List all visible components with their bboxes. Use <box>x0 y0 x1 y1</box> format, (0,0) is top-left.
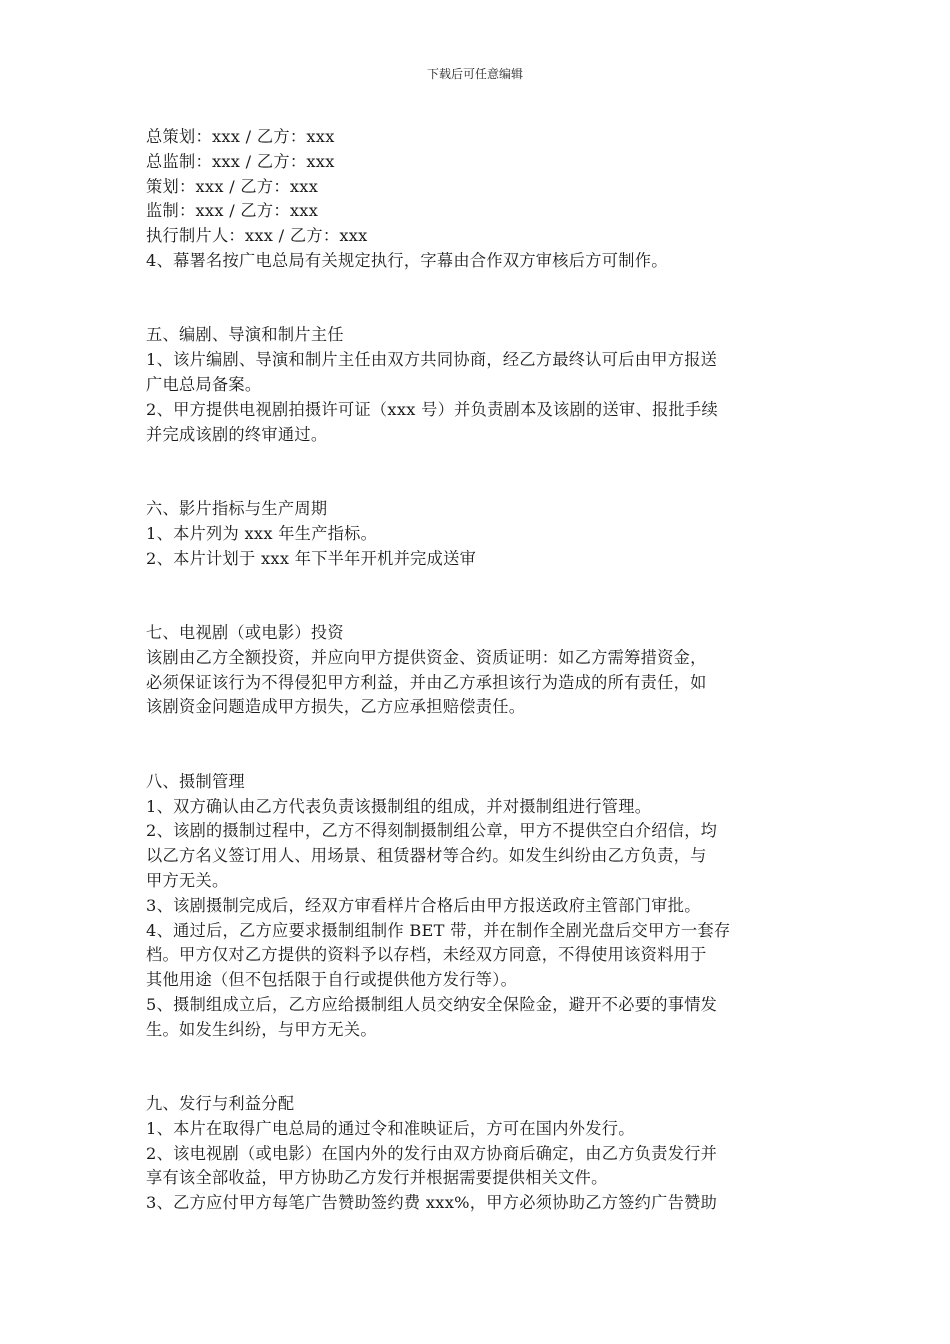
section-line: 3、乙方应付甲方每笔广告赞助签约费 xxx%，甲方必须协助乙方签约广告赞助 <box>146 1193 718 1213</box>
section-investment <box>146 621 806 720</box>
section-heading: 五、编剧、导演和制片主任 <box>146 325 344 345</box>
section-line: 3、该剧摄制完成后，经双方审看样片合格后由甲方报送政府主管部门审批。 <box>146 895 701 915</box>
section-line: 并完成该剧的终审通过。 <box>146 424 328 444</box>
section-line: 该剧由乙方全额投资，并应向甲方提供资金、资质证明：如乙方需筹措资金， <box>146 647 707 667</box>
section-line: 4、通过后，乙方应要求摄制组制作 BET 带，并在制作全剧光盘后交甲方一套存 <box>146 920 731 940</box>
credit-line: 策划：xxx / 乙方：xxx <box>146 176 319 196</box>
page-header-note: 下载后可任意编辑 <box>426 67 523 81</box>
credit-line: 执行制片人：xxx / 乙方：xxx <box>146 226 368 246</box>
section-distribution <box>146 1092 806 1216</box>
section-heading: 八、摄制管理 <box>146 771 245 791</box>
section-line: 生。如发生纠纷，与甲方无关。 <box>146 1019 377 1039</box>
section-line: 5、摄制组成立后，乙方应给摄制组人员交纳安全保险金，避开不必要的事情发 <box>146 994 718 1014</box>
section-line: 必须保证该行为不得侵犯甲方利益，并由乙方承担该行为造成的所有责任，如 <box>146 672 707 692</box>
credit-clause: 4、幕署名按广电总局有关规定执行，字幕由合作双方审核后方可制作。 <box>146 250 668 270</box>
section-line: 享有该全部收益，甲方协助乙方发行并根据需要提供相关文件。 <box>146 1168 608 1188</box>
credit-line: 监制：xxx / 乙方：xxx <box>146 201 319 221</box>
section-line: 档。甲方仅对乙方提供的资料予以存档，未经双方同意，不得使用该资料用于 <box>146 945 707 965</box>
section-line: 甲方无关。 <box>146 870 229 890</box>
section-line: 2、本片计划于 xxx 年下半年开机并完成送审 <box>146 548 477 568</box>
section-heading: 六、影片指标与生产周期 <box>146 498 328 518</box>
credit-line: 总监制：xxx / 乙方：xxx <box>146 151 335 171</box>
section-line: 该剧资金问题造成甲方损失，乙方应承担赔偿责任。 <box>146 697 526 717</box>
credits-block <box>146 125 806 274</box>
section-line: 广电总局备案。 <box>146 374 262 394</box>
section-heading: 七、电视剧（或电影）投资 <box>146 622 344 642</box>
section-production-management <box>146 770 806 1043</box>
section-line: 1、本片在取得广电总局的通过令和准映证后，方可在国内外发行。 <box>146 1118 635 1138</box>
section-production-cycle <box>146 497 806 571</box>
document-body <box>146 125 806 1216</box>
section-line: 1、本片列为 xxx 年生产指标。 <box>146 523 378 543</box>
credit-line: 总策划：xxx / 乙方：xxx <box>146 127 335 146</box>
section-line: 1、该片编剧、导演和制片主任由双方共同协商，经乙方最终认可后由甲方报送 <box>146 350 718 370</box>
section-heading: 九、发行与利益分配 <box>146 1094 295 1114</box>
section-line: 2、该电视剧（或电影）在国内外的发行由双方协商后确定，由乙方负责发行并 <box>146 1143 718 1163</box>
section-line: 2、甲方提供电视剧拍摄许可证（xxx 号）并负责剧本及该剧的送审、报批手续 <box>146 399 718 419</box>
section-line: 以乙方名义签订用人、用场景、租赁器材等合约。如发生纠纷由乙方负责，与 <box>146 846 707 866</box>
section-line: 其他用途（但不包括限于自行或提供他方发行等）。 <box>146 970 518 990</box>
section-line: 2、该剧的摄制过程中，乙方不得刻制摄制组公章，甲方不提供空白介绍信，均 <box>146 821 718 841</box>
section-line: 1、双方确认由乙方代表负责该摄制组的组成，并对摄制组进行管理。 <box>146 796 652 816</box>
section-writers-directors <box>146 323 806 447</box>
